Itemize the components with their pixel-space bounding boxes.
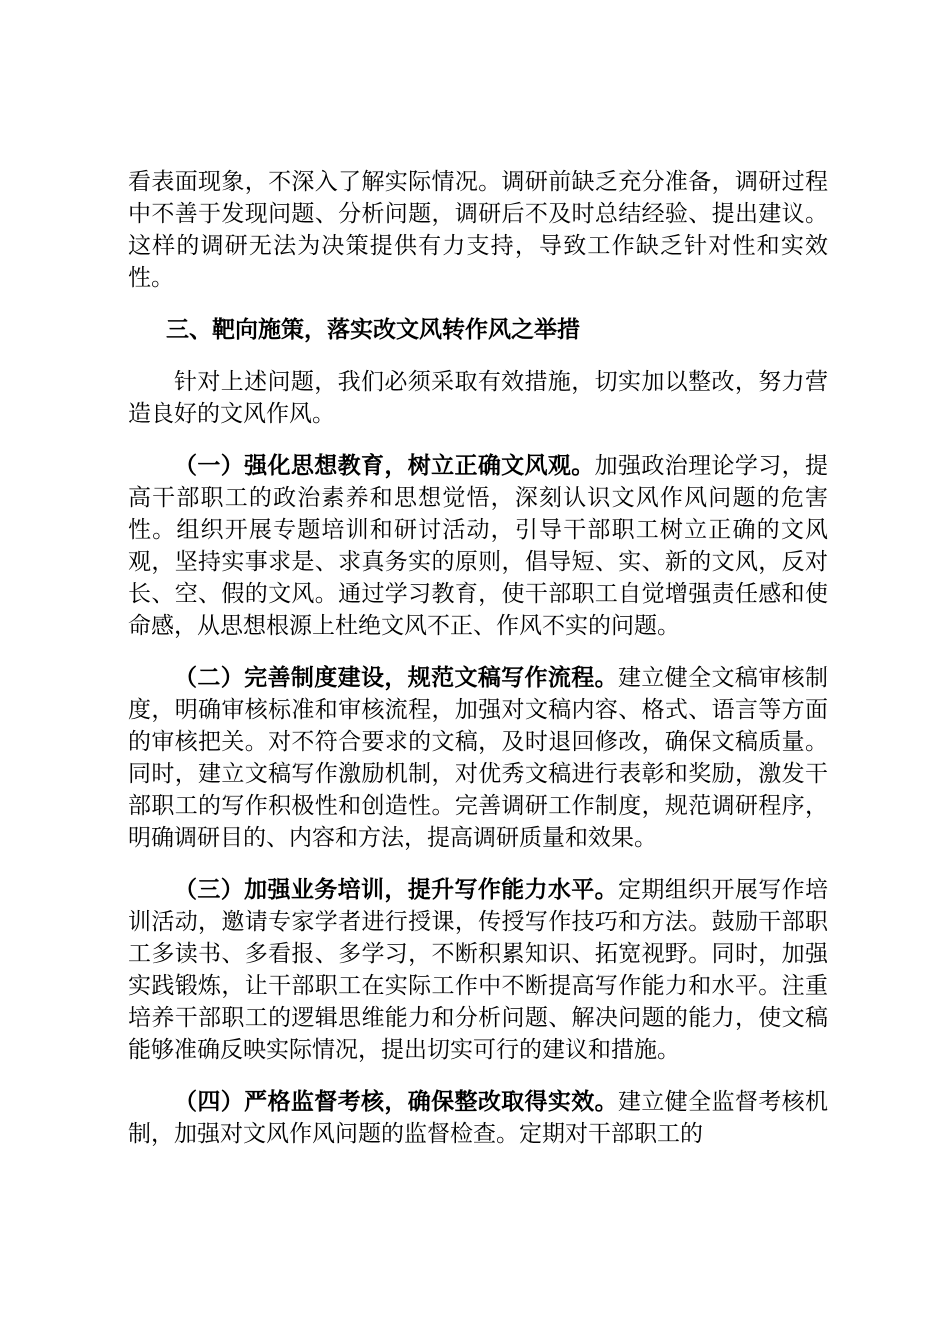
measure-paragraph-3 bbox=[128, 874, 828, 1066]
measure-body-2: 建立健全文稿审核制度，明确审核标准和审核流程，加强对文稿内容、格式、语言等方面的审核把关。对不符合要求的文稿，及时退回修改，确保文稿质量。同时，建立文稿写作激励机制，对优秀文稿进行表彰和奖励，激发干部职工的写作积极性和创造性。完善调研工作制度，规范调研程序，明确调研目的、内容和方法，提高调研质量和效果。 bbox=[128, 665, 829, 851]
measure-lead-1: （一）强化思想教育，树立正确文风观。 bbox=[174, 452, 595, 479]
measure-lead-2: （二）完善制度建设，规范文稿写作流程。 bbox=[174, 664, 619, 691]
measure-body-4: 建立健全监督考核机制，加强对文风作风问题的监督检查。定期对干部职工的 bbox=[128, 1089, 829, 1147]
continuation-paragraph: 看表面现象，不深入了解实际情况。调研前缺乏充分准备，调研过程中不善于发现问题、分析问题，调研后不及时总结经验、提出建议。这样的调研无法为决策提供有力支持，导致工作缺乏针对性和实效性。 bbox=[128, 169, 828, 291]
measure-body-1: 加强政治理论学习，提高干部职工的政治素养和思想觉悟，深刻认识文风作风问题的危害性。组织开展专题培训和研讨活动，引导干部职工树立正确的文风观，坚持实事求是、求真务实的原则，倡导短、实、新的文风，反对长、空、假的文风。通过学习教育，使干部职工自觉增强责任感和使命感，从思想根源上杜绝文风不正、作风不实的问题。 bbox=[128, 453, 829, 639]
measure-paragraph-4 bbox=[128, 1086, 828, 1150]
measure-paragraph-2 bbox=[128, 662, 828, 854]
measure-body-3: 定期组织开展写作培训活动，邀请专家学者进行授课，传授写作技巧和方法。鼓励干部职工多读书、多看报、多学习，不断积累知识、拓宽视野。同时，加强实践锻炼，让干部职工在实际工作中不断提高写作能力和水平。注重培养干部职工的逻辑思维能力和分析问题、解决问题的能力，使文稿能够准确反映实际情况，提出切实可行的建议和措施。 bbox=[128, 877, 829, 1063]
measure-lead-3: （三）加强业务培训，提升写作能力水平。 bbox=[174, 876, 619, 903]
document-body bbox=[128, 166, 828, 1170]
measure-paragraph-1 bbox=[128, 450, 828, 642]
measure-lead-4: （四）严格监督考核，确保整改取得实效。 bbox=[174, 1088, 619, 1115]
section-heading: 三、靶向施策，落实改文风转作风之举措 bbox=[166, 316, 580, 343]
intro-paragraph: 针对上述问题，我们必须采取有效措施，切实加以整改，努力营造良好的文风作风。 bbox=[128, 369, 828, 427]
